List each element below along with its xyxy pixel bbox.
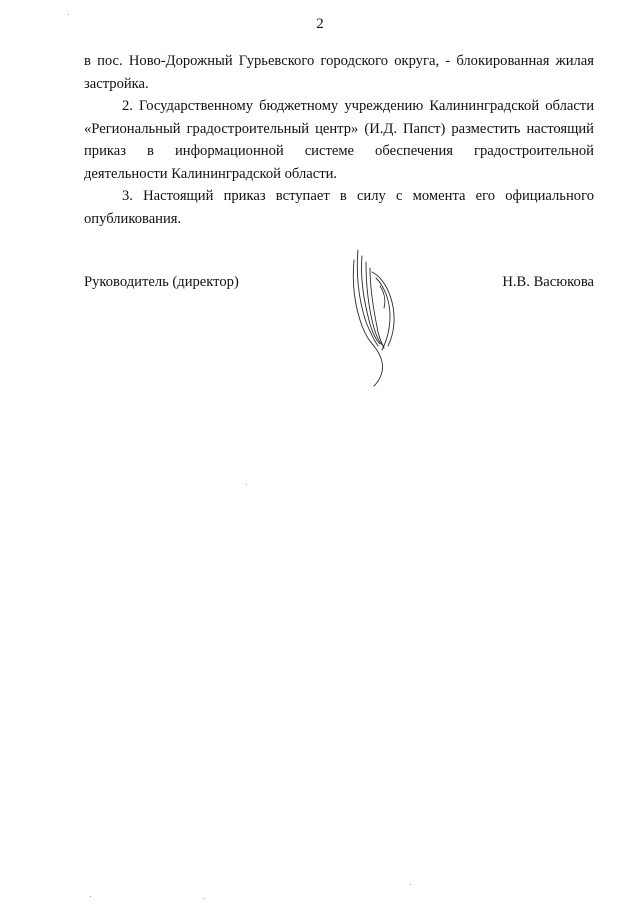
scan-speck xyxy=(204,898,205,899)
paragraph-item-2: 2. Государственному бюджетному учреждению Калининградской области «Региональный градостроительный центр» (И.Д. Папст) разместить настоящий приказ в информационной системе обеспечения градостроительной деятельности Калининградской области. xyxy=(84,98,594,182)
signatory-position: Руководитель (директор) xyxy=(84,274,239,290)
page-number: 2 xyxy=(316,16,324,32)
scan-speck xyxy=(68,14,69,15)
paragraph-continuation: в пос. Ново-Дорожный Гурьевского городского округа, - блокированная жилая застройка. xyxy=(84,53,594,92)
handwritten-signature-icon xyxy=(340,242,402,392)
scan-speck xyxy=(90,896,91,897)
scan-speck xyxy=(246,484,247,485)
document-body xyxy=(84,50,594,230)
paragraph-item-3: 3. Настоящий приказ вступает в силу с момента его официального опубликования. xyxy=(84,188,594,227)
scan-speck xyxy=(410,884,411,885)
signatory-name: Н.В. Васюкова xyxy=(502,274,594,290)
